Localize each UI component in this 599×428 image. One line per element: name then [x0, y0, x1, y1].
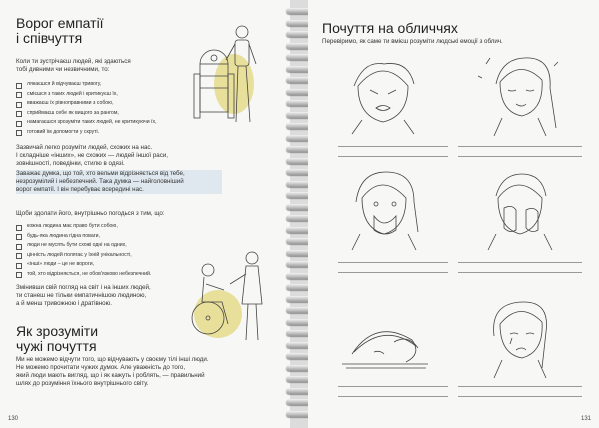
highlight-paragraph: Заважає думка, що той, хто вельми відрізняється від тебе, незрозумілий і небезпечний. Така думка — найголовніший ворог емпатії. І він перебуває всередині нас.	[16, 170, 222, 194]
page-number: 130	[8, 416, 19, 422]
answer-line[interactable]	[458, 386, 582, 387]
checklist-1	[16, 80, 157, 137]
paragraph-1: Зазвичай легко розуміти людей, схожих на нас. І складніше «інших», не схожих — людей іншої раси, зовнішності, поведінки, стилю в одязі.	[16, 144, 169, 167]
page-number: 131	[580, 416, 591, 422]
checklist-2	[16, 222, 151, 279]
paragraph-4: Змінивши свій погляд на світ і на інших людей, ти станеш не тільки емпатичнішою людиною, а й менш тривожною і дратівною.	[16, 284, 151, 307]
left-page	[0, 0, 290, 428]
sad-lying-face-illustration	[334, 298, 434, 378]
worried-face-illustration	[474, 168, 564, 254]
answer-line[interactable]	[338, 396, 448, 397]
checklist-item[interactable]: будь-яка людина гідна поваги,	[16, 232, 151, 242]
answer-line[interactable]	[338, 146, 448, 147]
paragraph-3: Щоби здолати його, внутрішньо погодься з тим, що:	[16, 210, 165, 217]
checklist-item[interactable]: намагаєшся зрозуміти таких людей, не критикуючи їх,	[16, 118, 157, 128]
checklist-item[interactable]: смієшся з таких людей і критикуєш їх,	[16, 90, 157, 100]
checklist-item[interactable]: «інші» люди – це не вороги,	[16, 260, 151, 270]
answer-line[interactable]	[338, 272, 448, 273]
answer-line[interactable]	[338, 386, 448, 387]
wheelchair-illustration	[178, 244, 278, 344]
robots-illustration	[178, 14, 278, 134]
checklist-item[interactable]: цінність людей полягає у їхній унікальності,	[16, 251, 151, 261]
checklist-item[interactable]: сприймаєш себе як вищого за рангом,	[16, 109, 157, 119]
checklist-item[interactable]: вважаєш їх рівноправними з собою,	[16, 99, 157, 109]
answer-line[interactable]	[338, 156, 448, 157]
intro-text: Коли ти зустрічаєш людей, які здаються тобі дивними чи незвичними, то:	[16, 58, 131, 73]
answer-line[interactable]	[458, 396, 582, 397]
c3po-head	[236, 26, 248, 38]
sad-face-illustration	[474, 296, 564, 380]
shocked-face-illustration	[338, 168, 428, 254]
sitting-person-head	[202, 264, 214, 276]
right-page	[308, 0, 599, 428]
angry-face-illustration	[338, 56, 428, 138]
checklist-item[interactable]: готовий їм допомогти у скруті.	[16, 128, 157, 138]
page-subtitle: Перевіримо, як саме ти вмієш розуміти людські емоції з облич.	[322, 38, 503, 45]
checklist-item[interactable]: лякаєшся й відчуваєш тривогу,	[16, 80, 157, 90]
section-title: Як зрозуміти чужі почуття	[16, 323, 99, 354]
page-title: Ворог емпатії і співчуття	[16, 15, 104, 46]
page-title: Почуття на обличчях	[322, 20, 458, 36]
answer-line[interactable]	[458, 272, 582, 273]
answer-line[interactable]	[338, 262, 448, 263]
answer-line[interactable]	[458, 262, 582, 263]
answer-line[interactable]	[458, 146, 582, 147]
checklist-item[interactable]: люди не мусять бути схожі одні на одних,	[16, 241, 151, 251]
answer-line[interactable]	[458, 156, 582, 157]
standing-person-head	[246, 252, 258, 264]
proud-face-illustration	[474, 54, 564, 138]
checklist-item[interactable]: той, хто відрізняється, не обов'язково небезпечний.	[16, 270, 151, 280]
paragraph-5: Ми не можемо відчути того, що відчувають у своєму тілі інші люди. Не можемо прочитати чужих думок. Але уважність до того, який люди мають вигляд, що і як кажуть і роблять, — правильний шлях до розуміння їхнього внутрішнього світу.	[16, 356, 209, 387]
checklist-item[interactable]: кожна людина має право бути собою,	[16, 222, 151, 232]
